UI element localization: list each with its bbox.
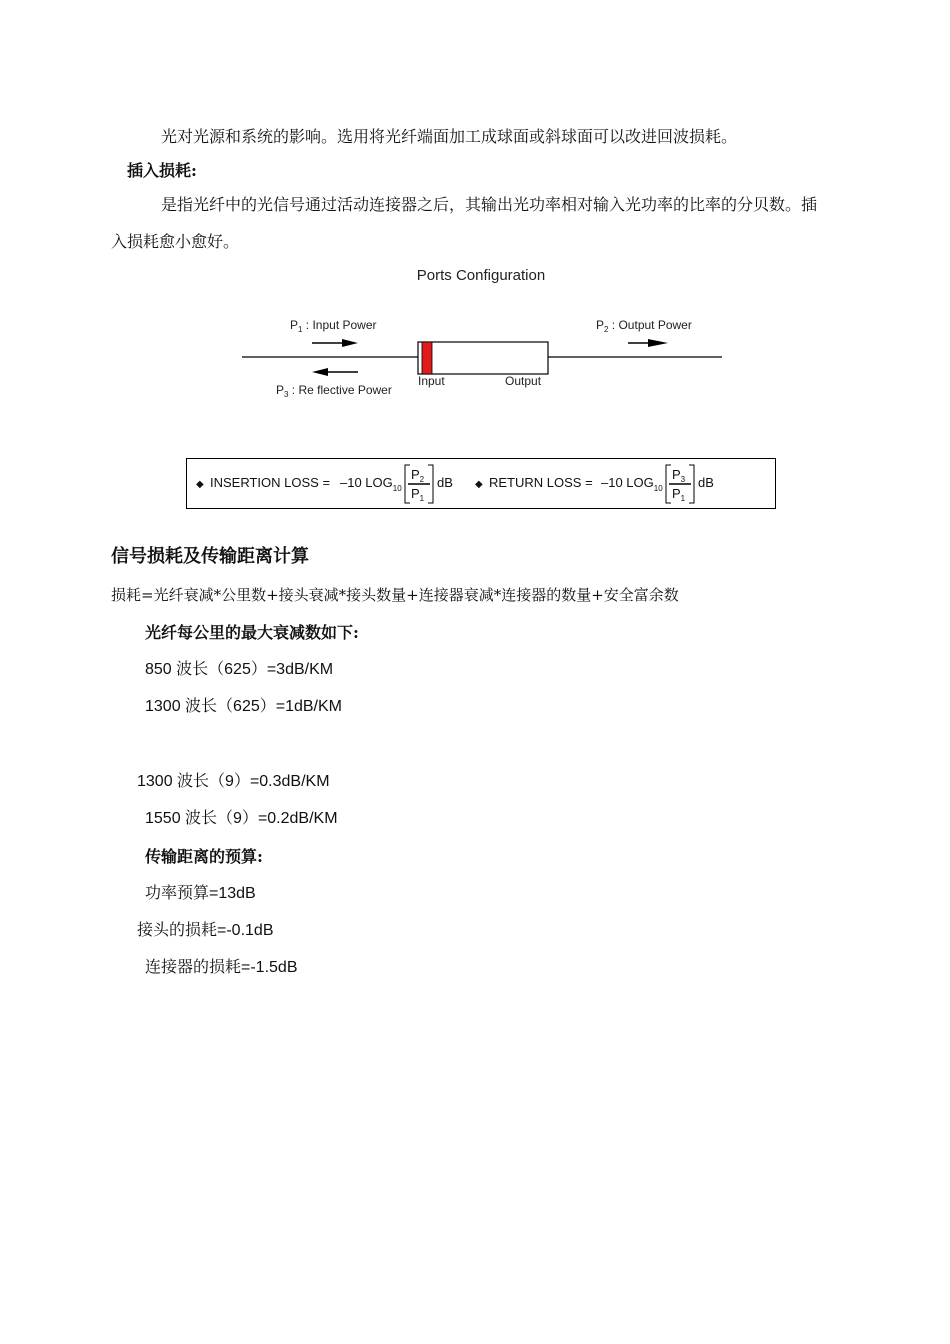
max-attenuation-heading: 光纤每公里的最大衰减数如下: (145, 623, 359, 642)
insertion-coef: –10 $LOG_{10}$ (340, 475, 402, 493)
loss-formulas (186, 458, 776, 509)
loss-formula-text: 损耗=光纤衰减*公里数+接头衰减*接头数量+连接器衰减*连接器的数量+安全富余数 (111, 586, 679, 604)
bullet-icon: ◆ (475, 479, 483, 490)
return-loss-label: RETURN LOSS = (489, 475, 593, 490)
return-denominator: $P_1$ (672, 486, 686, 503)
insertion-loss-paragraph-line2: 入损耗愈小愈好。 (111, 232, 240, 251)
attenuation-line: 1300 波长（625）=1dB/KM (145, 698, 342, 715)
paragraph-line: 光对光源和系统的影响。选用将光纤端面加工成球面或斜球面可以改进回波损耗。 (161, 127, 738, 146)
attenuation-line: 850 波长（625）=3dB/KM (145, 661, 334, 678)
insertion-loss-label: INSERTION LOSS = (210, 475, 331, 490)
budget-heading: 传输距离的预算: (145, 847, 263, 866)
budget-line: 接头的损耗=-0.1dB (137, 922, 274, 939)
p1-label: $P_1$ : Input Power (290, 318, 377, 334)
insertion-loss-heading: 插入损耗: (127, 161, 197, 180)
p3-label: $P_3$ : Re flective Power (276, 383, 392, 399)
budget-line: 连接器的损耗=-1.5dB (145, 959, 298, 976)
reflective-power-arrow-icon (312, 368, 358, 376)
insertion-numerator: $P_2$ (411, 467, 425, 484)
attenuation-line: 1300 波长（9）=0.3dB/KM (137, 773, 330, 790)
bullet-icon: ◆ (196, 479, 204, 490)
figure-title: Ports Configuration (416, 267, 546, 284)
connector-body (418, 342, 548, 374)
return-numerator: $P_3$ (672, 467, 686, 484)
insertion-denominator: $P_1$ (411, 486, 425, 503)
input-power-arrow-icon (312, 339, 358, 347)
return-coef: –10 $LOG_{10}$ (601, 475, 663, 493)
budget-line: 功率预算=13dB (145, 885, 256, 902)
output-power-arrow-icon (628, 339, 668, 347)
attenuation-line: 1550 波长（9）=0.2dB/KM (145, 810, 338, 827)
input-label: Input (418, 374, 445, 388)
return-unit: dB (698, 475, 714, 490)
insertion-unit: dB (437, 475, 453, 490)
insertion-loss-paragraph-line1: 是指光纤中的光信号通过活动连接器之后，其输出光功率相对输入光功率的比率的分贝数。插 (161, 195, 818, 214)
section-heading: 信号损耗及传输距离计算 (111, 546, 309, 567)
output-label: Output (505, 374, 542, 388)
ports-configuration-diagram (230, 258, 740, 418)
p2-label: $P_2$ : Output Power (596, 318, 692, 334)
connector-red-band (422, 342, 432, 374)
